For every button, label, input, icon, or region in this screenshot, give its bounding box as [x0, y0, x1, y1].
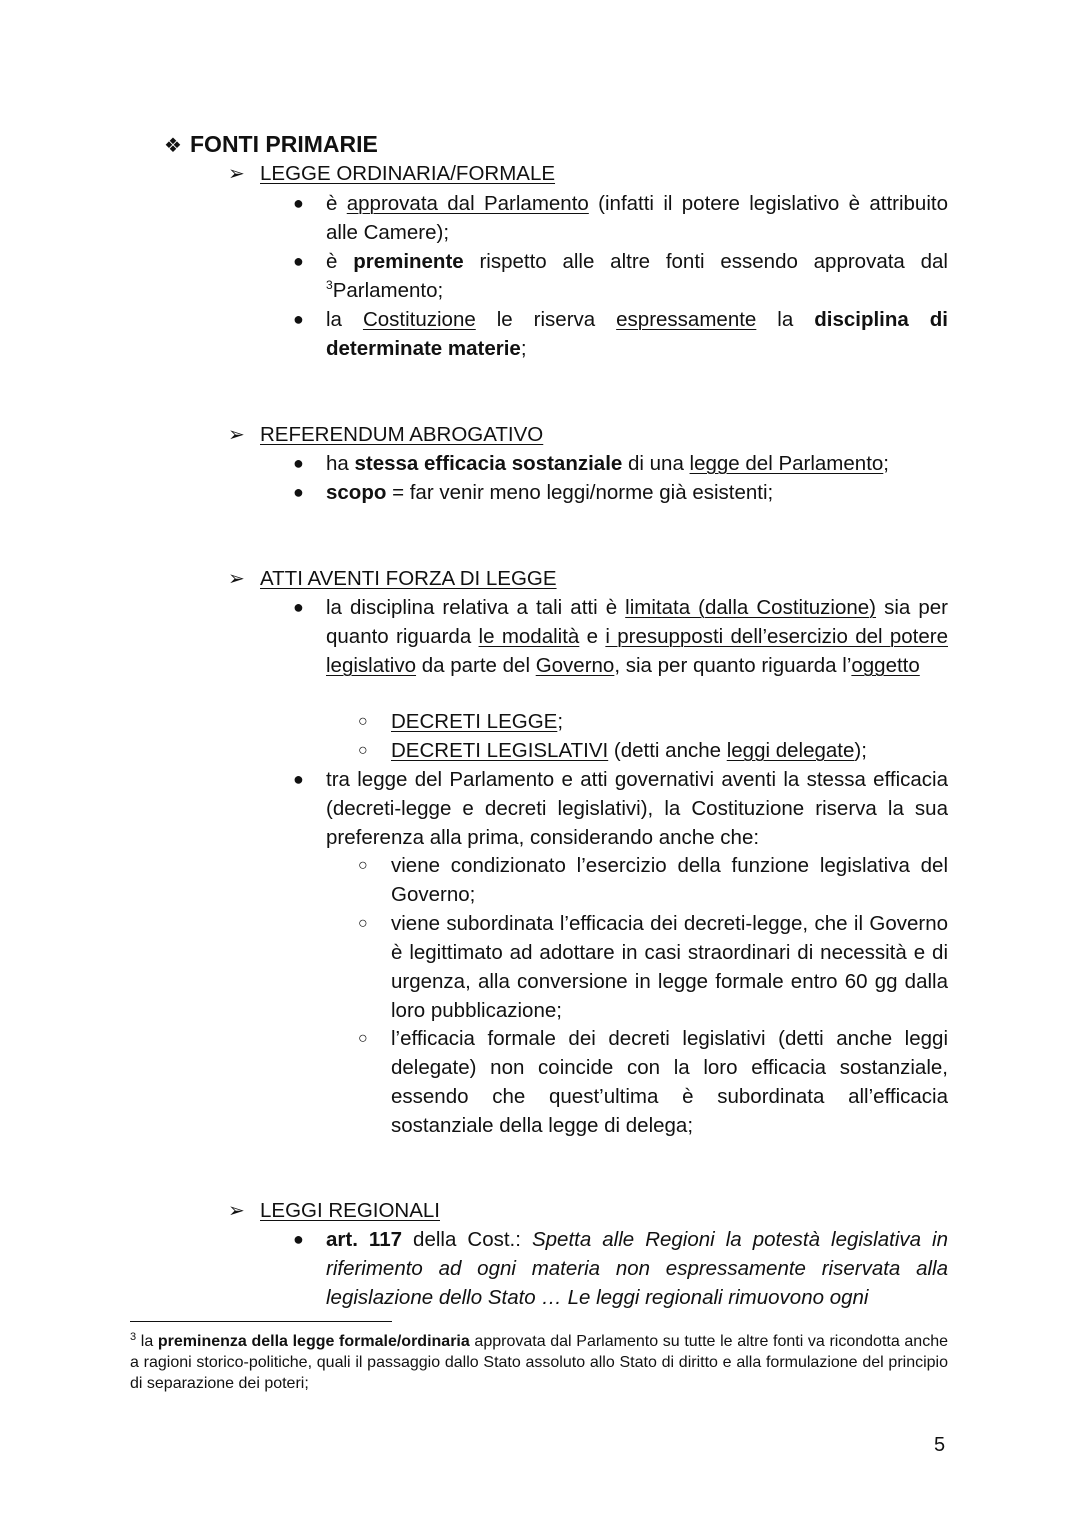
list-item: la disciplina relativa a tali atti è limitata (dalla Costituzione) sia per quanto riguarda le modalità e i presupposti dell’esercizio del potere legislativo da parte del Governo, sia per quanto riguarda l’oggetto — [326, 596, 948, 677]
subsection-title-text: LEGGI REGIONALI — [260, 1199, 440, 1222]
footnote-ref[interactable]: 3 — [326, 278, 333, 292]
heading-text: FONTI PRIMARIE — [190, 131, 378, 157]
arrow-bullet-icon: ➢ — [228, 1200, 245, 1222]
bullet-icon: ● — [293, 309, 304, 329]
list-item: la Costituzione le riserva espressamente la disciplina di determinate materie; — [326, 308, 948, 360]
sub-list-item: l’efficacia formale dei decreti legislativi (detti anche leggi delegate) non coincide con la loro efficacia sostanziale, essendo che quest’ultima è subordinata all’efficacia sostanziale della legge di delega; — [391, 1027, 948, 1137]
subsection-title-text: ATTI AVENTI FORZA DI LEGGE — [260, 567, 557, 590]
circle-bullet-icon: ○ — [358, 1030, 368, 1047]
footnote: $^3$ la preminenza della legge formale/ordinaria approvata dal Parlamento su tutte le altre fonti va ricondotta anche a ragioni storico-politiche, quali il passaggio dallo Stato assoluto allo Stato di diritto e alla formulazione del principio di separazione dei poteri; — [130, 1331, 949, 1392]
list-item: ha stessa efficacia sostanziale di una legge del Parlamento; — [326, 452, 889, 475]
sub-list-item: viene condizionato l’esercizio della funzione legislativa del Governo; — [391, 854, 948, 906]
subsection-title-legge-ordinaria — [228, 159, 555, 189]
page-number: 5 — [934, 1434, 946, 1456]
subsection-title-atti — [228, 564, 557, 594]
bullet-icon: ● — [293, 597, 304, 617]
footnote-number: 3 — [130, 1331, 137, 1343]
circle-bullet-icon: ○ — [358, 713, 368, 730]
diamond-bullet-icon: ❖ — [164, 135, 182, 157]
list-item: art. 117 della Cost.: Spetta alle Regioni la potestà legislativa in riferimento ad ogni materia non espressamente riservata alla legislazione dello Stato … Le leggi regionali rimuovono ogni — [326, 1228, 949, 1309]
bullet-icon: ● — [293, 1229, 304, 1249]
sub-list-item: DECRETI LEGISLATIVI (detti anche leggi delegate); — [391, 739, 867, 762]
arrow-bullet-icon: ➢ — [228, 163, 245, 185]
bullet-icon: ● — [293, 453, 304, 473]
circle-bullet-icon: ○ — [358, 857, 368, 874]
arrow-bullet-icon: ➢ — [228, 568, 245, 590]
circle-bullet-icon: ○ — [358, 915, 368, 932]
list-item: è preminente rispetto alle altre fonti essendo approvata dal $^3$Parlamento; — [326, 250, 948, 302]
subsection-title-referendum — [228, 420, 543, 450]
list-item: scopo = far venir meno leggi/norme già esistenti; — [326, 481, 774, 504]
circle-bullet-icon: ○ — [358, 742, 368, 759]
list-item: è approvata dal Parlamento (infatti il potere legislativo è attribuito alle Camere); — [326, 192, 948, 244]
bullet-icon: ● — [293, 193, 304, 213]
arrow-bullet-icon: ➢ — [228, 424, 245, 446]
subsection-title-regionali — [228, 1196, 440, 1226]
bullet-icon: ● — [293, 769, 304, 789]
bullet-icon: ● — [293, 251, 304, 271]
footnote-separator — [130, 1321, 392, 1322]
subsection-title-text: LEGGE ORDINARIA/FORMALE — [260, 162, 556, 185]
sub-list-item: viene subordinata l’efficacia dei decreti-legge, che il Governo è legittimato ad adottare in casi straordinari di necessità e di urgenza, alla conversione in legge formale entro 60 gg dalla loro pubblicazione; — [391, 912, 948, 1022]
bullet-icon: ● — [293, 482, 304, 502]
list-item: tra legge del Parlamento e atti governativi aventi la stessa efficacia (decreti-legge e decreti legislativi), la Costituzione riserva la sua preferenza alla prima, considerando anche che: — [326, 768, 948, 849]
subsection-title-text: REFERENDUM ABROGATIVO — [260, 423, 544, 446]
section-heading — [164, 128, 378, 162]
sub-list-item: DECRETI LEGGE; — [391, 710, 564, 733]
